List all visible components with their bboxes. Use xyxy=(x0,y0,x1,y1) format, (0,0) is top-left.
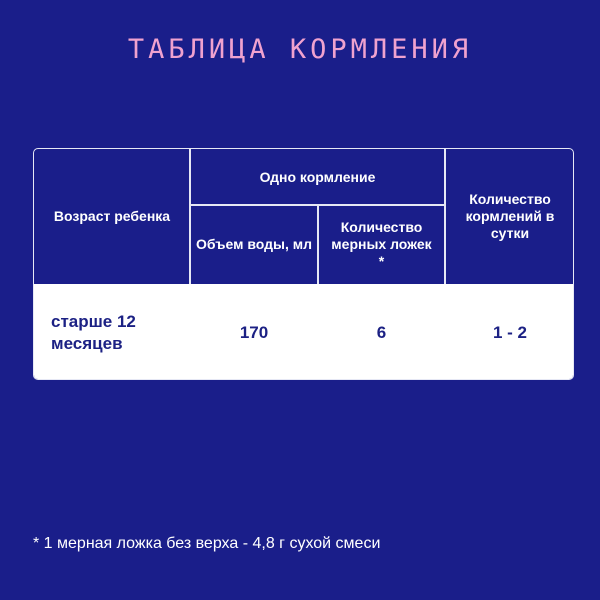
header-age: Возраст ребенка xyxy=(53,208,171,224)
header-scoops: Количество мерных ложек * xyxy=(331,219,432,269)
cell-feedings-per-day: 1 - 2 xyxy=(492,322,528,342)
page-title: ТАБЛИЦА КОРМЛЕНИЯ xyxy=(127,34,473,65)
cell-water-volume: 170 xyxy=(239,322,269,342)
cell-age: старше 12 месяцев xyxy=(51,311,136,353)
divider xyxy=(189,149,191,284)
footnote: * 1 мерная ложка без верха - 4,8 г сухой смеси xyxy=(33,535,381,552)
divider xyxy=(444,149,446,284)
header-feedings-per-day: Количество кормлений в сутки xyxy=(465,191,555,241)
table-row xyxy=(34,284,573,380)
cell-scoops: 6 xyxy=(376,322,387,342)
header-one-feeding: Одно кормление xyxy=(259,168,376,185)
header-water-volume: Объем воды, мл xyxy=(195,236,313,252)
feeding-table xyxy=(33,148,574,380)
table-header xyxy=(34,149,573,284)
divider xyxy=(189,204,445,206)
divider xyxy=(317,205,319,284)
